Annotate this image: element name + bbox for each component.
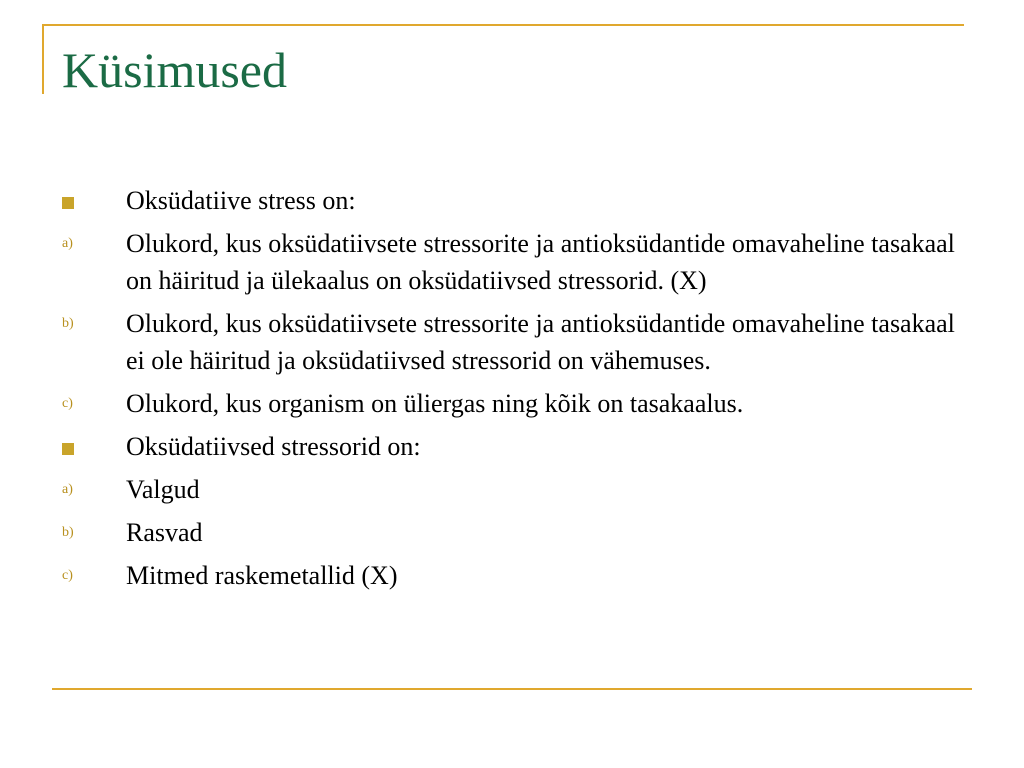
- left-frame-line: [42, 24, 44, 94]
- list-marker: [62, 182, 126, 219]
- square-bullet-icon: [62, 197, 74, 209]
- answer-option: Rasvad: [126, 518, 203, 547]
- list-item: [62, 514, 962, 551]
- list-marker: [62, 428, 126, 465]
- list-marker: [62, 305, 126, 342]
- option-letter: a): [62, 236, 73, 251]
- option-letter: a): [62, 482, 73, 497]
- slide-title: Küsimused: [62, 42, 287, 98]
- list-item: [62, 182, 962, 219]
- answer-option: Valgud: [126, 475, 200, 504]
- top-frame-line: [42, 24, 964, 26]
- list-item: [62, 471, 962, 508]
- option-letter: b): [62, 316, 74, 331]
- list-item: [62, 225, 962, 299]
- option-letter: c): [62, 396, 73, 411]
- list-marker: [62, 557, 126, 594]
- list-marker: [62, 225, 126, 262]
- answer-option: Mitmed raskemetallid (X): [126, 561, 398, 590]
- list-marker: [62, 514, 126, 551]
- option-letter: b): [62, 525, 74, 540]
- question-list: [62, 182, 962, 600]
- answer-option: Olukord, kus organism on üliergas ning kõik on tasakaalus.: [126, 389, 744, 418]
- question-heading: Oksüdatiivsed stressorid on:: [126, 432, 421, 461]
- list-marker: [62, 471, 126, 508]
- list-marker: [62, 385, 126, 422]
- option-letter: c): [62, 568, 73, 583]
- list-item: [62, 385, 962, 422]
- answer-option: Olukord, kus oksüdatiivsete stressorite ja antioksüdantide omavaheline tasakaal on häiritud ja ülekaalus on oksüdatiivsed stressorid. (X): [126, 229, 955, 295]
- list-item: [62, 428, 962, 465]
- list-item: [62, 305, 962, 379]
- square-bullet-icon: [62, 443, 74, 455]
- question-heading: Oksüdatiive stress on:: [126, 186, 356, 215]
- list-item: [62, 557, 962, 594]
- answer-option: Olukord, kus oksüdatiivsete stressorite ja antioksüdantide omavaheline tasakaal ei ole häiritud ja oksüdatiivsed stressorid on vähemuses.: [126, 309, 955, 375]
- bottom-divider-line: [52, 688, 972, 690]
